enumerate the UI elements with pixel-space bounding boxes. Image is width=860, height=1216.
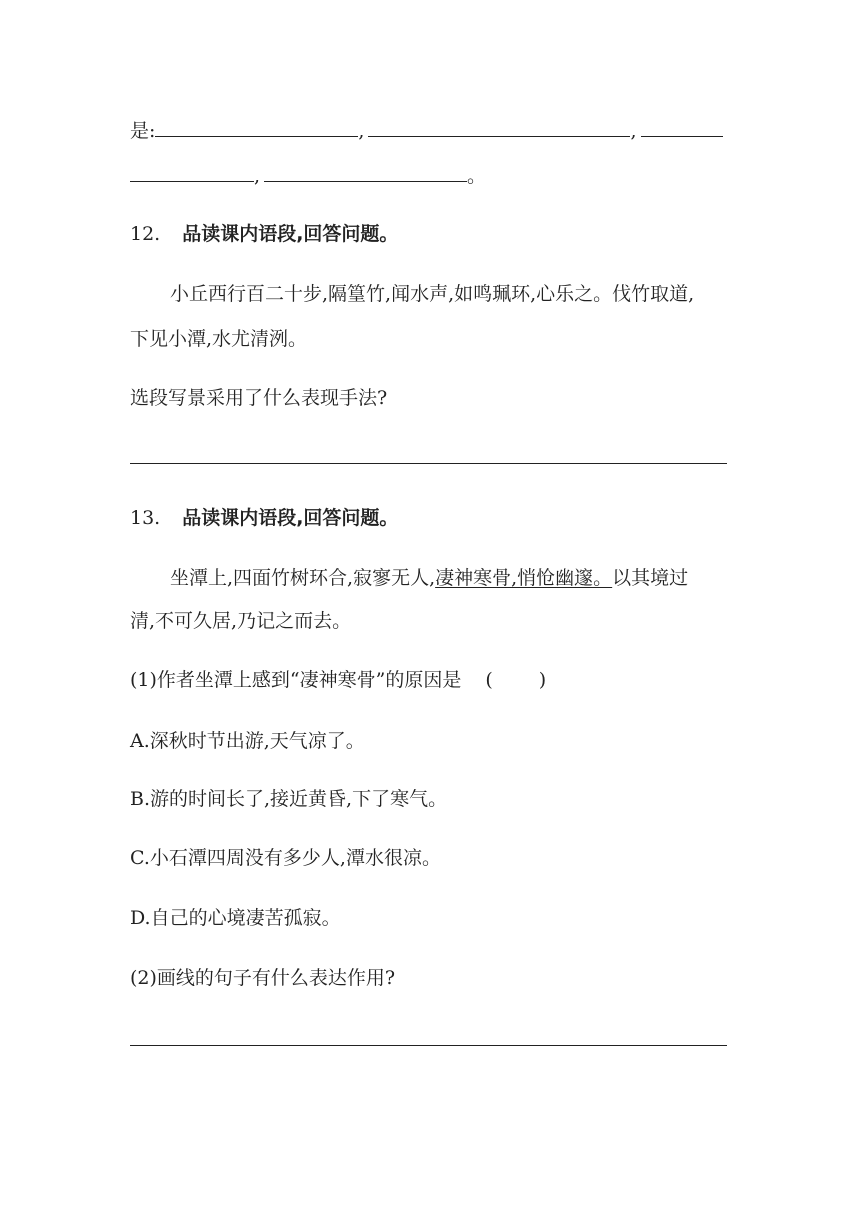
q13-heading-text: 品读课内语段,回答问题。: [182, 507, 399, 529]
q13-passage-line-2: 清,不可久居,乃记之而去。: [130, 610, 352, 632]
q13-passage-part-a: 坐潭上,四面竹树环合,寂寥无人,: [170, 567, 436, 589]
q13-paren-close: ): [538, 669, 547, 691]
q13-number: 13.: [130, 507, 161, 529]
q12-passage-line-1: 小丘西行百二十步,隔篁竹,闻水声,如鸣珮环,心乐之。伐竹取道,: [170, 283, 695, 305]
q11-comma-1: ,: [358, 120, 365, 142]
q13-passage-part-b: 以其境过: [612, 567, 689, 589]
q11-comma-2: ,: [630, 120, 637, 142]
q13-option-c[interactable]: C.小石潭四周没有多少人,潭水很凉。: [130, 847, 441, 869]
q13-heading: [130, 506, 398, 530]
q11-blank-3[interactable]: [641, 118, 723, 137]
q11-period: 。: [467, 165, 487, 187]
q12-answer-line[interactable]: [130, 463, 727, 464]
q12-heading: [130, 222, 398, 246]
q13-sub1-text: (1)作者坐潭上感到“凄神寒骨”的原因是: [130, 669, 462, 691]
q11-blank-row-2: [130, 163, 486, 188]
q13-answer-line[interactable]: [130, 1045, 727, 1046]
q13-sub2: (2)画线的句子有什么表达作用?: [130, 967, 396, 989]
q13-passage-line-1: [170, 566, 688, 590]
q13-sub1: [130, 668, 546, 692]
q11-blank-row-1: [130, 118, 723, 143]
q11-comma-3: ,: [254, 165, 261, 187]
q13-underlined-sentence: 凄神寒骨,悄怆幽邃。: [435, 567, 613, 589]
q13-paren-open: (: [485, 669, 493, 691]
q13-option-a[interactable]: A.深秋时节出游,天气凉了。: [130, 730, 365, 752]
q12-passage-line-2: 下见小潭,水尤清洌。: [130, 328, 308, 350]
q12-heading-text: 品读课内语段,回答问题。: [182, 223, 399, 245]
q12-number: 12.: [130, 223, 161, 245]
q12-question: 选段写景采用了什么表现手法?: [130, 387, 388, 409]
q13-option-b[interactable]: B.游的时间长了,接近黄昏,下了寒气。: [130, 788, 448, 810]
q11-blank-1[interactable]: [155, 118, 358, 137]
q13-option-d[interactable]: D.自己的心境凄苦孤寂。: [130, 907, 341, 929]
q11-blank-3-cont[interactable]: [130, 163, 254, 182]
q11-blank-4[interactable]: [264, 163, 467, 182]
q11-blank-2[interactable]: [368, 118, 630, 137]
q11-prefix: 是:: [130, 120, 156, 142]
